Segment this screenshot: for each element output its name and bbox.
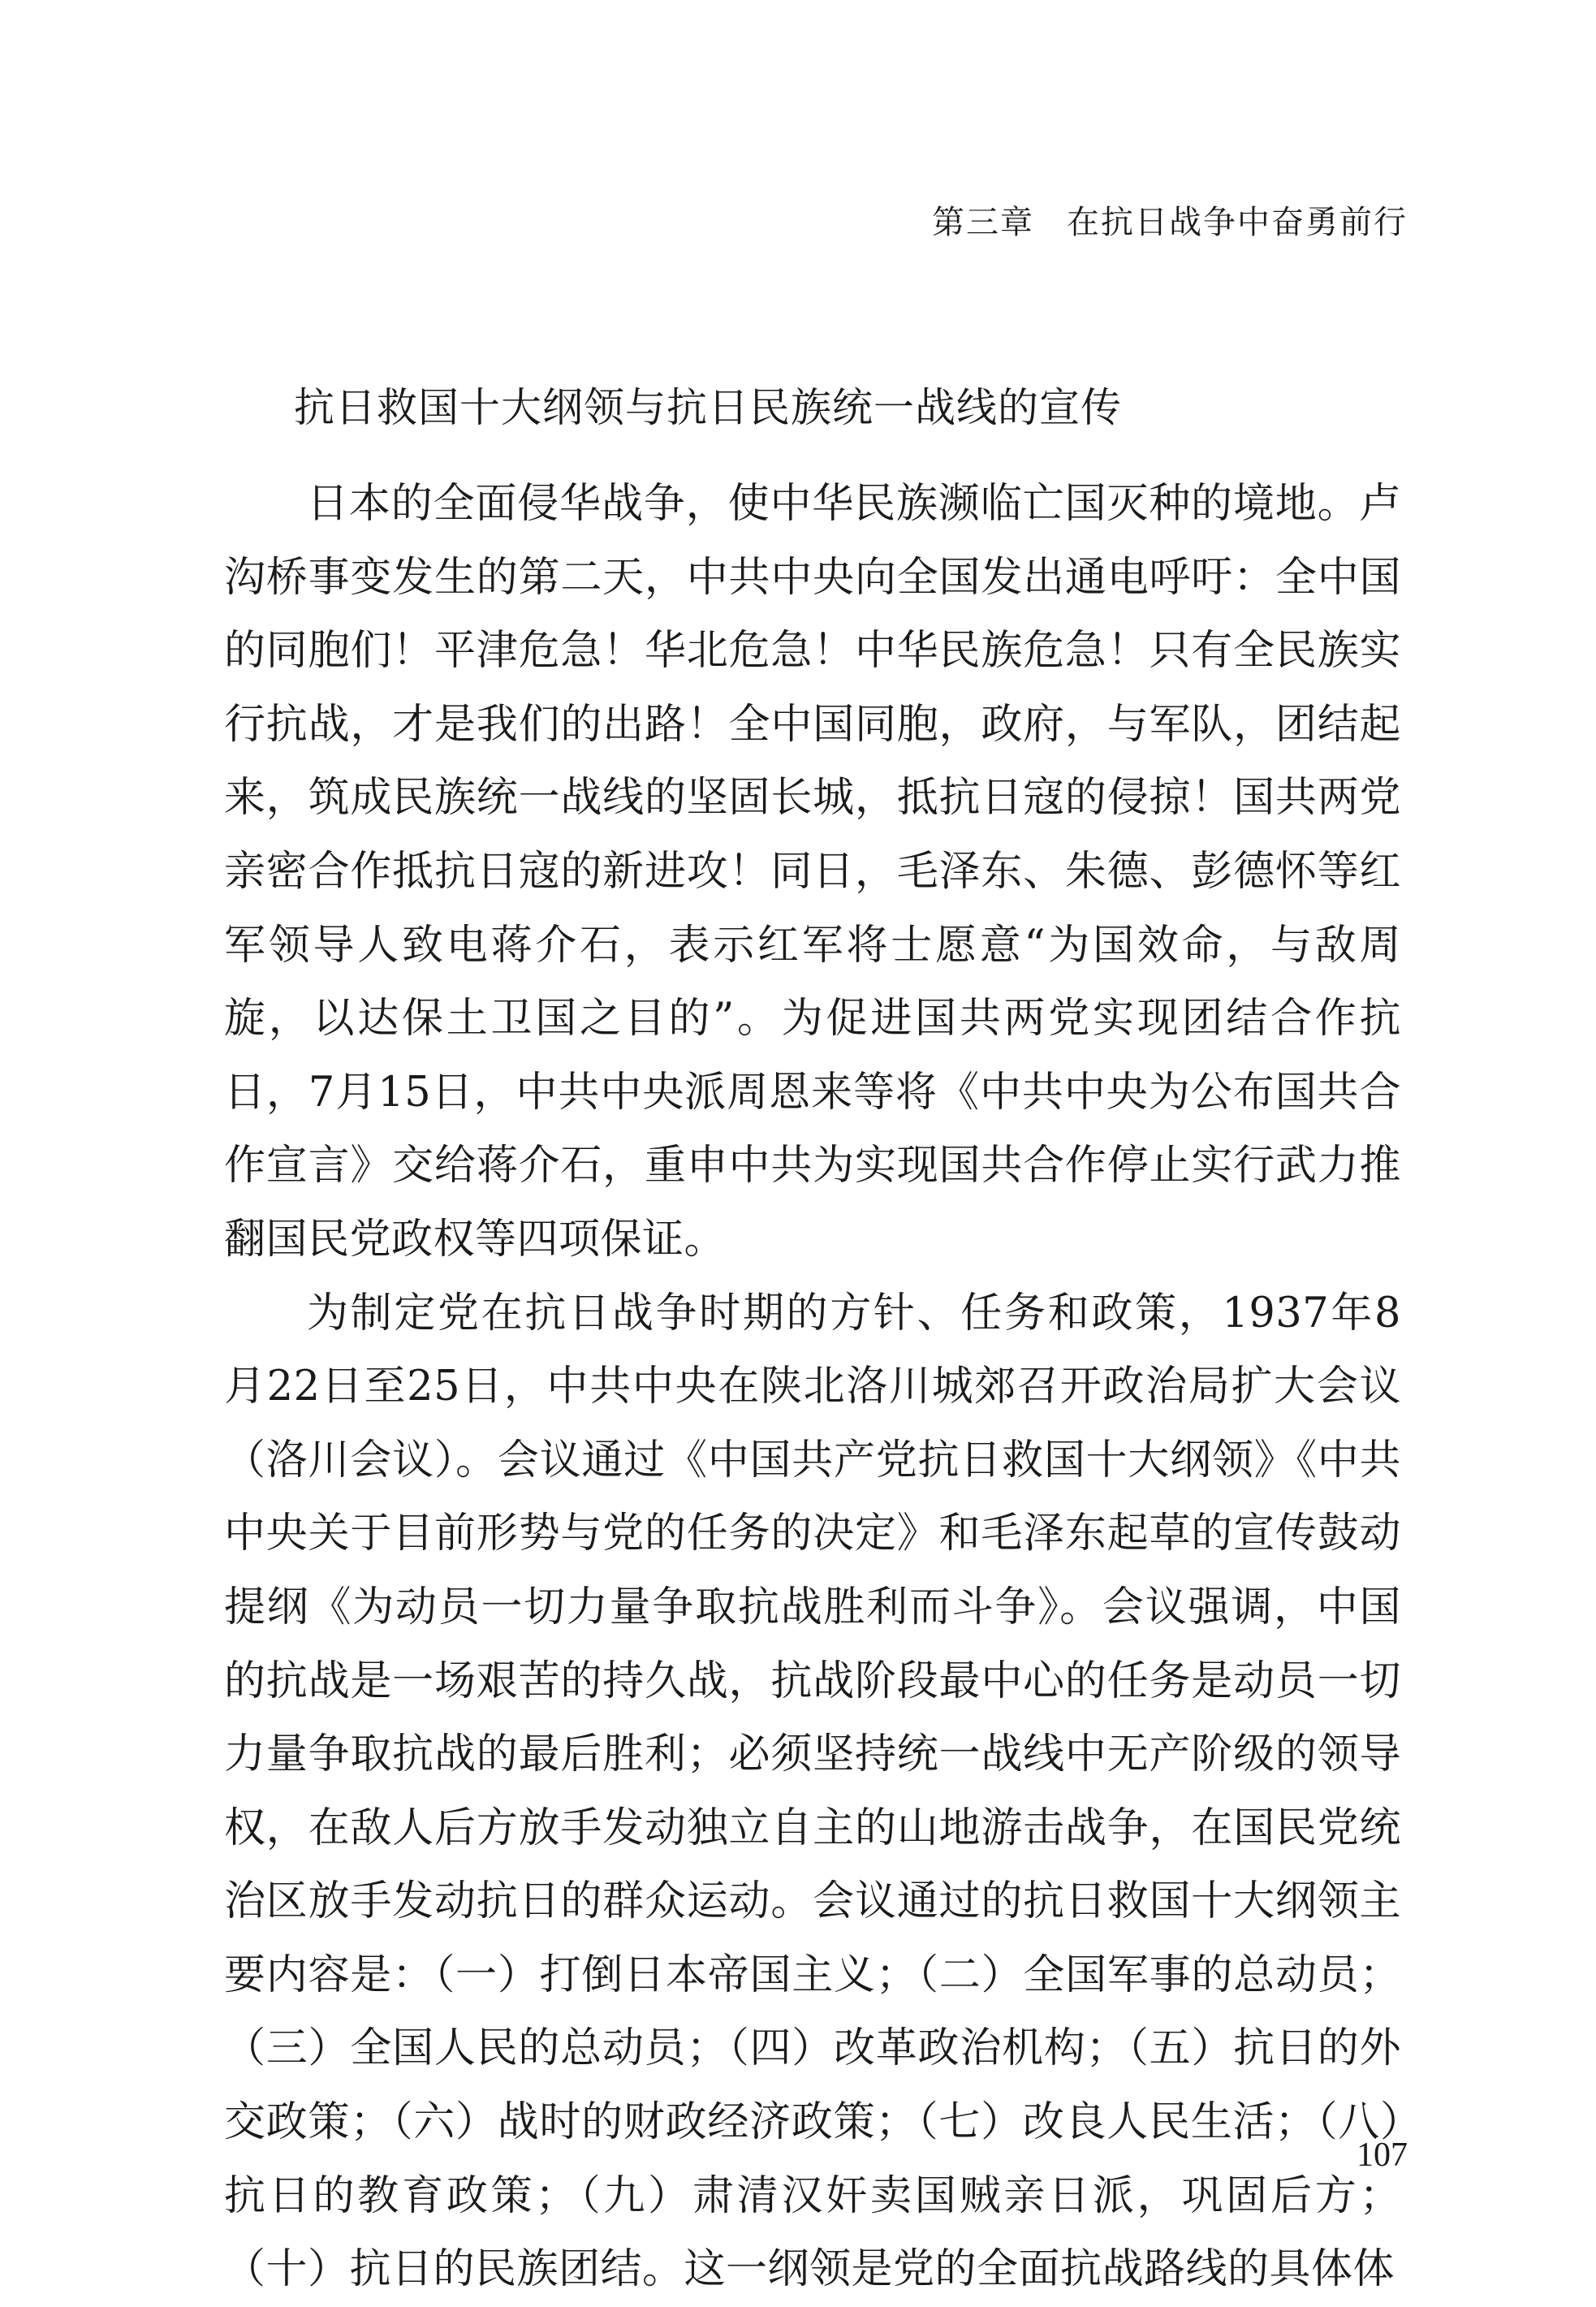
paragraph: 日本的全面侵华战争，使中华民族濒临亡国灭种的境地。卢沟桥事变发生的第二天，中共中央向全国发出通电呼吁：全中国的同胞们！平津危急！华北危急！中华民族危急！只有全民族实行抗战，才是我们的出路！全中国同胞，政府，与军队，团结起来，筑成民族统一战线的坚固长城，抵抗日寇的侵掠！国共两党亲密合作抵抗日寇的新进攻！同日，毛泽东、朱德、彭德怀等红军领导人致电蒋介石，表示红军将士愿意“为国效命，与敌周旋，以达保土卫国之目的”。为促进国共两党实现团结合作抗日，7月15日，中共中央派周恩来等将《中共中央为公布国共合作宣言》交给蒋介石，重申中共为实现国共合作停止实行武力推翻国民党政权等四项保证。 [224,480,1401,1264]
paragraph: 为制定党在抗日战争时期的方针、任务和政策，1937年8月22日至25日，中共中央在陕北洛川城郊召开政治局扩大会议（洛川会议）。会议通过《中国共产党抗日救国十大纲领》《中共中央关于目前形势与党的任务的决定》和毛泽东起草的宣传鼓动提纲《为动员一切力量争取抗战胜利而斗争》。会议强调，中国的抗战是一场艰苦的持久战，抗战阶段最中心的任务是动员一切力量争取抗战的最后胜利；必须坚持统一战线中无产阶级的领导权，在敌人后方放手发动独立自主的山地游击战争，在国民党统治区放手发动抗日的群众运动。会议通过的抗日救国十大纲领主要内容是：（一）打倒日本帝国主义；（二）全国军事的总动员；（三）全国人民的总动员；（四）改革政治机构；（五）抗日的外交政策；（六）战时的财政经济政策；（七）改良人民生活；（八）抗日的教育政策；（九）肃清汉奸卖国贼亲日派，巩固后方；（十）抗日的民族团结。这一纲领是党的全面抗战路线的具体体 [224,1289,1401,2294]
section-title: 抗日救国十大纲领与抗日民族统一战线的宣传 [294,384,1122,431]
page-number: 107 [1357,2136,1408,2174]
body-text [224,468,1401,2307]
chapter-title: 在抗日战争中奋勇前行 [1067,204,1408,241]
running-header [932,197,1408,243]
chapter-number: 第三章 [932,204,1034,241]
